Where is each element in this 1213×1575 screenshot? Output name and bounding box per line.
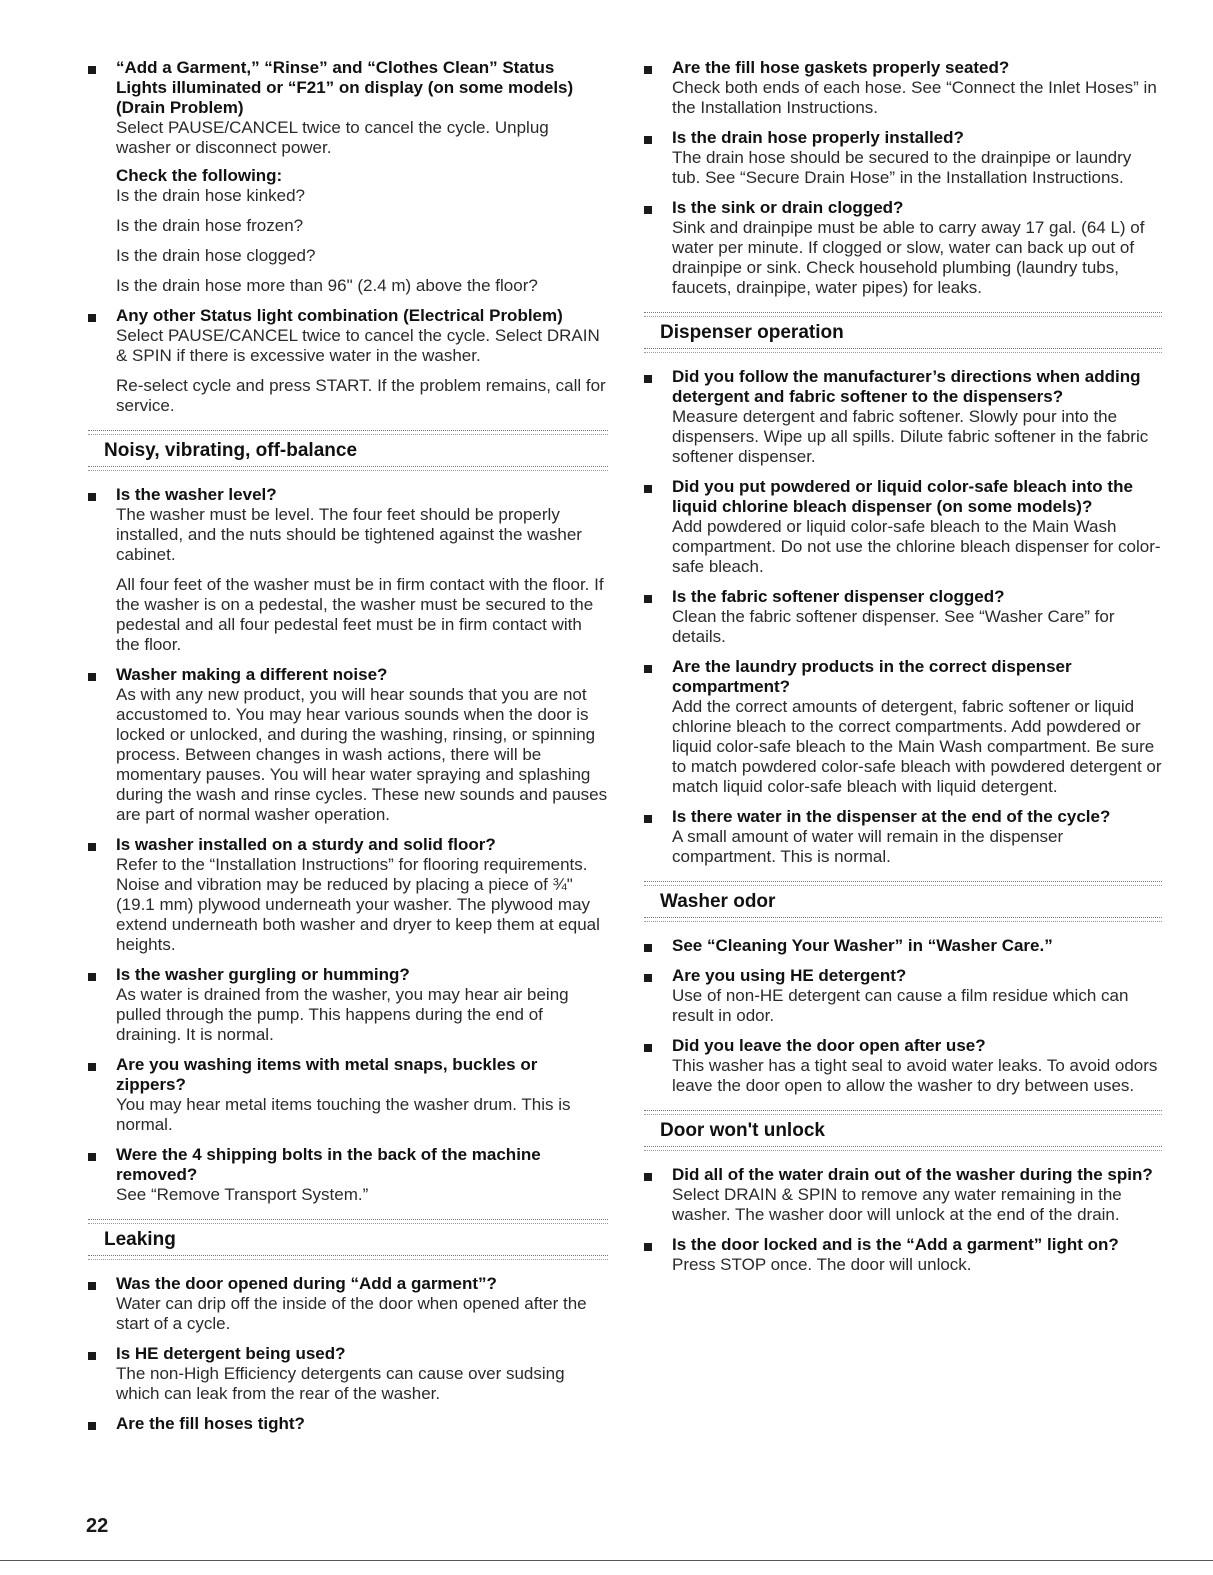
bullet-icon: [88, 843, 96, 851]
list-item: [88, 965, 608, 1045]
answer: The drain hose should be secured to the drainpipe or laundry tub. See “Secure Drain Hose” in the Installation Instructions.: [672, 148, 1132, 187]
bullet-icon: [88, 314, 96, 322]
section-header-noisy: [88, 430, 608, 471]
answer: As with any new product, you will hear sounds that you are not accustomed to. You may hear various sounds when the door is locked or unlocked, and during the washing, rinsing, or spinning process. Between changes in wash actions, there will be momentary pauses. You will hear water spraying and splashing during the wash and rinse cycles. These new sounds and pauses are part of normal washer operation.: [116, 685, 608, 824]
bullet-icon: [644, 1173, 652, 1181]
section-header-leaking: [88, 1219, 608, 1260]
bullet-icon: [644, 665, 652, 673]
bullet-icon: [88, 493, 96, 501]
list-item: [88, 1414, 608, 1434]
section-header-odor: [644, 881, 1162, 922]
question: Was the door opened during “Add a garment”?: [116, 1274, 497, 1293]
answer: Select DRAIN & SPIN to remove any water remaining in the washer. The washer door will unlock at the end of the drain.: [672, 1185, 1122, 1224]
question: Is the drain hose properly installed?: [672, 128, 964, 147]
answer: Select PAUSE/CANCEL twice to cancel the cycle. Select DRAIN & SPIN if there is excessive water in the washer.: [116, 326, 600, 365]
footer-rule: [0, 1560, 1213, 1561]
section-header-door: [644, 1110, 1162, 1151]
check-item: Is the drain hose frozen?: [116, 216, 304, 235]
bullet-icon: [644, 1044, 652, 1052]
question: Washer making a different noise?: [116, 665, 388, 684]
question: Are you using HE detergent?: [672, 966, 907, 985]
bullet-icon: [88, 973, 96, 981]
question: Is the sink or drain clogged?: [672, 198, 904, 217]
question: Were the 4 shipping bolts in the back of the machine removed?: [116, 1145, 541, 1184]
list-item: [88, 665, 608, 825]
answer: Select PAUSE/CANCEL twice to cancel the cycle. Unplug washer or disconnect power.: [116, 118, 549, 157]
check-heading: Check the following:: [116, 166, 283, 185]
answer: The non-High Efficiency detergents can cause over sudsing which can leak from the rear of the washer.: [116, 1364, 565, 1403]
question: Is HE detergent being used?: [116, 1344, 346, 1363]
answer: Add powdered or liquid color-safe bleach to the Main Wash compartment. Do not use the chlorine bleach dispenser for color-safe bleach.: [672, 517, 1161, 576]
answer: Press STOP once. The door will unlock.: [672, 1255, 972, 1274]
right-column: [644, 58, 1162, 1285]
answer: Add the correct amounts of detergent, fabric softener or liquid chlorine bleach to the correct compartments. Add powdered or liquid color-safe bleach to the Main Wash compartment. Be sure to match powdered color-safe bleach with powdered detergent or match liquid color-safe bleach with liquid detergent.: [672, 697, 1162, 796]
list-item: [644, 367, 1162, 467]
section-title: Leaking: [104, 1229, 176, 1250]
bullet-icon: [644, 595, 652, 603]
list-item: [88, 1145, 608, 1205]
bullet-icon: [88, 673, 96, 681]
question: Are the laundry products in the correct dispenser compartment?: [672, 657, 1072, 696]
dotted-rule: [88, 466, 608, 471]
dotted-rule: [644, 917, 1162, 922]
question: Did you leave the door open after use?: [672, 1036, 986, 1055]
list-item: [88, 1344, 608, 1404]
section-title: Dispenser operation: [660, 322, 844, 343]
bullet-icon: [644, 1243, 652, 1251]
section-title: Noisy, vibrating, off-balance: [104, 440, 358, 461]
list-item: [88, 58, 608, 296]
bullet-icon: [88, 1282, 96, 1290]
question: Is there water in the dispenser at the end of the cycle?: [672, 807, 1111, 826]
bullet-icon: [644, 815, 652, 823]
bullet-icon: [88, 1422, 96, 1430]
answer: A small amount of water will remain in the dispenser compartment. This is normal.: [672, 827, 1064, 866]
dotted-rule: [88, 1255, 608, 1260]
answer: The washer must be level. The four feet should be properly installed, and the nuts should be tightened against the washer cabinet.: [116, 505, 582, 564]
answer: Check both ends of each hose. See “Connect the Inlet Hoses” in the Installation Instructions.: [672, 78, 1157, 117]
list-item: [644, 477, 1162, 577]
question: Are the fill hoses tight?: [116, 1414, 305, 1433]
list-item: [88, 835, 608, 955]
question: Did you follow the manufacturer’s directions when adding detergent and fabric softener to the dispensers?: [672, 367, 1141, 406]
answer: As water is drained from the washer, you may hear air being pulled through the pump. This happens during the end of draining. It is normal.: [116, 985, 569, 1044]
dotted-rule: [644, 348, 1162, 353]
question: Did all of the water drain out of the washer during the spin?: [672, 1165, 1153, 1184]
question: Are the fill hose gaskets properly seated?: [672, 58, 1010, 77]
list-item: [644, 198, 1162, 298]
dotted-rule: [644, 1146, 1162, 1151]
list-item: [88, 1274, 608, 1334]
check-item: Is the drain hose more than 96" (2.4 m) above the floor?: [116, 276, 538, 295]
question: Is washer installed on a sturdy and solid floor?: [116, 835, 496, 854]
bullet-icon: [644, 974, 652, 982]
answer: You may hear metal items touching the washer drum. This is normal.: [116, 1095, 571, 1134]
answer: Water can drip off the inside of the door when opened after the start of a cycle.: [116, 1294, 587, 1333]
section-title: Washer odor: [660, 891, 776, 912]
list-item: [644, 1235, 1162, 1275]
list-item: [644, 587, 1162, 647]
bullet-icon: [644, 944, 652, 952]
question: Is the door locked and is the “Add a garment” light on?: [672, 1235, 1119, 1254]
list-item: [644, 1036, 1162, 1096]
list-item: [644, 657, 1162, 797]
answer: Measure detergent and fabric softener. Slowly pour into the dispensers. Wipe up all spills. Dilute fabric softener in the fabric softener dispenser.: [672, 407, 1149, 466]
question: “Add a Garment,” “Rinse” and “Clothes Clean” Status Lights illuminated or “F21” on display (on some models) (Drain Problem): [116, 58, 574, 117]
bullet-icon: [88, 1352, 96, 1360]
check-item: Is the drain hose kinked?: [116, 186, 306, 205]
answer-paragraph: Re-select cycle and press START. If the problem remains, call for service.: [116, 376, 606, 415]
answer: See “Remove Transport System.”: [116, 1185, 369, 1204]
list-item: [88, 306, 608, 416]
answer: Refer to the “Installation Instructions” for flooring requirements. Noise and vibration may be reduced by placing a piece of ¾" (19.1 mm) plywood underneath your washer. The plywood may extend underneath both washer and dryer to keep them at equal heights.: [116, 855, 600, 954]
section-header-dispenser: [644, 312, 1162, 353]
answer: Clean the fabric softener dispenser. See “Washer Care” for details.: [672, 607, 1115, 646]
list-item: [644, 807, 1162, 867]
bullet-icon: [644, 136, 652, 144]
question: Any other Status light combination (Electrical Problem): [116, 306, 563, 325]
question: Are you washing items with metal snaps, buckles or zippers?: [116, 1055, 538, 1094]
list-item: [644, 58, 1162, 118]
list-item: [644, 966, 1162, 1026]
question: Did you put powdered or liquid color-safe bleach into the liquid chlorine bleach dispenser (on some models)?: [672, 477, 1133, 516]
check-item: Is the drain hose clogged?: [116, 246, 316, 265]
left-column: [88, 58, 608, 1444]
page-number: 22: [86, 1515, 109, 1537]
bullet-icon: [88, 1153, 96, 1161]
section-title: Door won't unlock: [660, 1120, 825, 1141]
question: See “Cleaning Your Washer” in “Washer Care.”: [672, 936, 1053, 955]
answer: Use of non-HE detergent can cause a film residue which can result in odor.: [672, 986, 1129, 1025]
bullet-icon: [88, 1063, 96, 1071]
bullet-icon: [644, 206, 652, 214]
bullet-icon: [644, 375, 652, 383]
bullet-icon: [644, 66, 652, 74]
question: Is the washer gurgling or humming?: [116, 965, 410, 984]
answer: Sink and drainpipe must be able to carry away 17 gal. (64 L) of water per minute. If clogged or slow, water can back up out of drainpipe or sink. Check household plumbing (laundry tubs, faucets, drainpipe, water pipes) for leaks.: [672, 218, 1145, 297]
bullet-icon: [644, 485, 652, 493]
answer: This washer has a tight seal to avoid water leaks. To avoid odors leave the door open to allow the washer to dry between uses.: [672, 1056, 1158, 1095]
list-item: [644, 128, 1162, 188]
bullet-icon: [88, 66, 96, 74]
question: Is the fabric softener dispenser clogged?: [672, 587, 1005, 606]
list-item: [88, 1055, 608, 1135]
list-item: [88, 485, 608, 655]
list-item: [644, 1165, 1162, 1225]
list-item: [644, 936, 1162, 956]
answer-paragraph: All four feet of the washer must be in firm contact with the floor. If the washer is on a pedestal, the washer must be secured to the pedestal and all four pedestal feet must be in firm contact with the floor.: [116, 575, 604, 654]
question: Is the washer level?: [116, 485, 277, 504]
